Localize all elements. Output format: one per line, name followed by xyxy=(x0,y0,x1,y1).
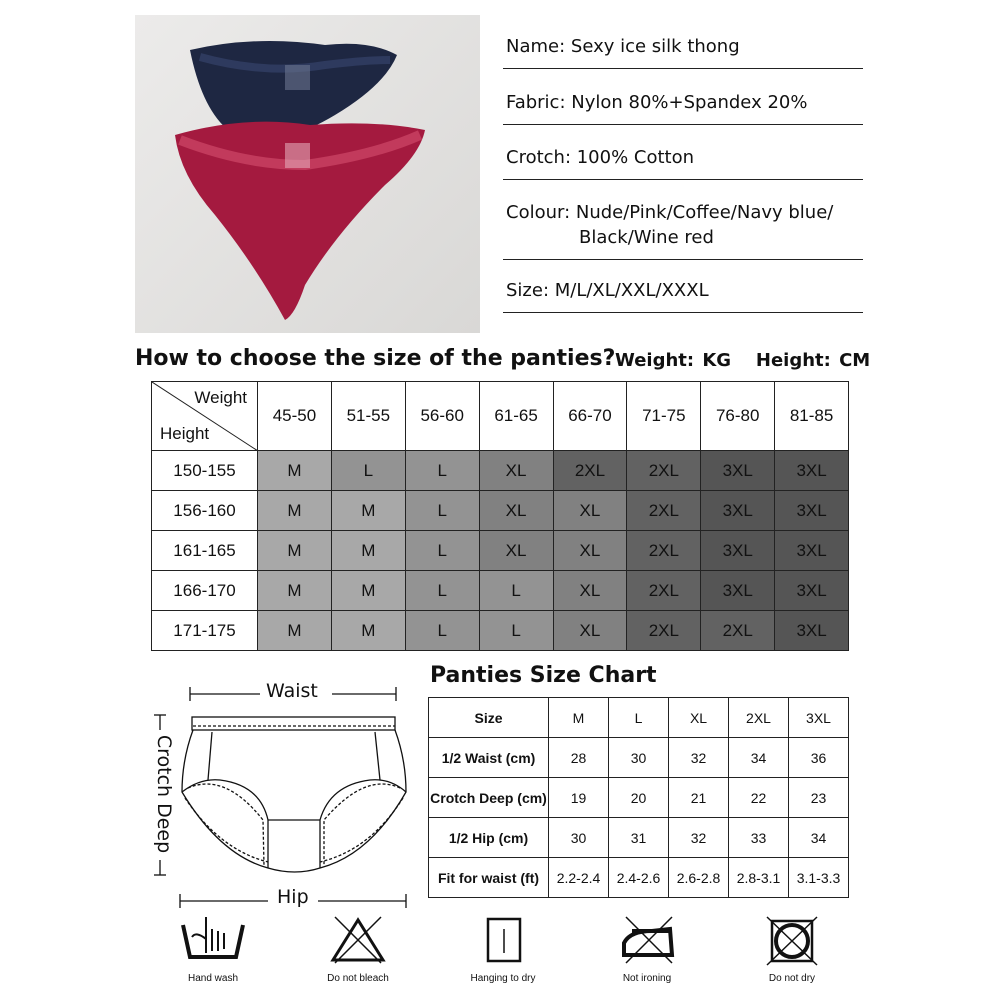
size-cell: M xyxy=(258,611,332,651)
table-row xyxy=(152,571,849,611)
size-cell: XL xyxy=(479,531,553,571)
care-item xyxy=(163,915,263,984)
weight-header: 66-70 xyxy=(553,382,627,451)
table-row xyxy=(429,778,849,818)
size-cell: 2XL xyxy=(627,571,701,611)
size-cell: L xyxy=(405,451,479,491)
size-cell: XL xyxy=(553,611,627,651)
corner-cell xyxy=(152,382,258,451)
size-cell: L xyxy=(405,531,479,571)
measure-label: Crotch Deep (cm) xyxy=(429,778,549,818)
size-cell: 3XL xyxy=(701,531,775,571)
care-label: Not ironing xyxy=(622,973,672,984)
weight-header: 76-80 xyxy=(701,382,775,451)
no-bleach-icon xyxy=(323,915,393,967)
size-cell: XL xyxy=(553,571,627,611)
measure-value: 34 xyxy=(729,738,789,778)
measure-value: 2.6-2.8 xyxy=(669,858,729,898)
size-cell: M xyxy=(331,611,405,651)
size-cell: 3XL xyxy=(775,491,849,531)
measure-value: 3.1-3.3 xyxy=(789,858,849,898)
hand-wash-icon xyxy=(178,915,248,967)
care-item xyxy=(308,915,408,984)
measure-value: 20 xyxy=(609,778,669,818)
table-row xyxy=(152,611,849,651)
info-colour-line2: Black/Wine red xyxy=(579,227,714,248)
info-fabric: Fabric: Nylon 80%+Spandex 20% xyxy=(503,90,863,125)
size-cell: L xyxy=(331,451,405,491)
size-cell: XL xyxy=(479,451,553,491)
size-cell: M xyxy=(331,571,405,611)
measure-value: 19 xyxy=(549,778,609,818)
measure-label: 1/2 Waist (cm) xyxy=(429,738,549,778)
size-cell: M xyxy=(258,451,332,491)
care-label: Do not bleach xyxy=(327,973,389,984)
size-cell: M xyxy=(258,531,332,571)
height-header: 150-155 xyxy=(152,451,258,491)
care-item xyxy=(453,915,553,984)
waist-label: Waist xyxy=(266,680,318,702)
table-row xyxy=(429,818,849,858)
size-cell: XL xyxy=(553,531,627,571)
measure-value: 22 xyxy=(729,778,789,818)
weight-header: 81-85 xyxy=(775,382,849,451)
measure-value: 2.8-3.1 xyxy=(729,858,789,898)
weight-header: 45-50 xyxy=(258,382,332,451)
size-guide-title: How to choose the size of the panties? xyxy=(135,346,616,371)
measure-value: 30 xyxy=(609,738,669,778)
size-guide-units: Weight: KG Height: CM xyxy=(615,350,871,371)
size-col-header: 3XL xyxy=(789,698,849,738)
table-row xyxy=(152,491,849,531)
measure-value: 32 xyxy=(669,738,729,778)
size-cell: M xyxy=(258,571,332,611)
size-cell: 3XL xyxy=(701,451,775,491)
measure-value: 31 xyxy=(609,818,669,858)
product-photo xyxy=(135,15,480,333)
size-header: Size xyxy=(429,698,549,738)
size-col-header: L xyxy=(609,698,669,738)
height-header: 161-165 xyxy=(152,531,258,571)
table-row xyxy=(152,451,849,491)
hip-label: Hip xyxy=(277,886,309,908)
crotch-deep-label: Crotch Deep xyxy=(153,734,175,854)
height-axis-label: Height xyxy=(160,424,210,443)
size-cell: 2XL xyxy=(627,491,701,531)
size-cell: XL xyxy=(553,491,627,531)
size-cell: 2XL xyxy=(627,611,701,651)
size-cell: 3XL xyxy=(701,491,775,531)
size-cell: M xyxy=(331,491,405,531)
info-colour xyxy=(503,200,863,260)
size-cell: L xyxy=(405,571,479,611)
weight-axis-label: Weight xyxy=(194,388,247,407)
size-cell: L xyxy=(405,491,479,531)
weight-header: 51-55 xyxy=(331,382,405,451)
panties-diagram xyxy=(140,670,430,910)
measure-value: 36 xyxy=(789,738,849,778)
size-cell: XL xyxy=(479,491,553,531)
size-chart-table xyxy=(428,697,849,898)
measure-value: 34 xyxy=(789,818,849,858)
care-label: Hand wash xyxy=(187,973,239,984)
care-item xyxy=(742,915,842,984)
height-header: 156-160 xyxy=(152,491,258,531)
size-chart-title: Panties Size Chart xyxy=(430,663,657,688)
size-cell: 3XL xyxy=(775,571,849,611)
size-col-header: XL xyxy=(669,698,729,738)
weight-header: 61-65 xyxy=(479,382,553,451)
care-item xyxy=(597,915,697,984)
measure-value: 28 xyxy=(549,738,609,778)
size-col-header: 2XL xyxy=(729,698,789,738)
size-cell: 3XL xyxy=(775,611,849,651)
height-header: 171-175 xyxy=(152,611,258,651)
size-cell: L xyxy=(479,611,553,651)
no-iron-icon xyxy=(612,915,682,967)
hang-dry-icon xyxy=(468,915,538,967)
weight-header: 71-75 xyxy=(627,382,701,451)
table-row xyxy=(429,858,849,898)
size-cell: 3XL xyxy=(775,531,849,571)
size-cell: 3XL xyxy=(701,571,775,611)
size-cell: M xyxy=(258,491,332,531)
size-cell: 2XL xyxy=(553,451,627,491)
size-cell: 2XL xyxy=(627,531,701,571)
size-cell: M xyxy=(331,531,405,571)
table-row xyxy=(152,531,849,571)
info-name: Name: Sexy ice silk thong xyxy=(503,34,863,69)
size-cell: L xyxy=(405,611,479,651)
care-label: Hanging to dry xyxy=(470,973,536,984)
measure-label: Fit for waist (ft) xyxy=(429,858,549,898)
measure-value: 33 xyxy=(729,818,789,858)
measure-value: 23 xyxy=(789,778,849,818)
measure-value: 2.2-2.4 xyxy=(549,858,609,898)
size-cell: 3XL xyxy=(775,451,849,491)
size-col-header: M xyxy=(549,698,609,738)
size-cell: 2XL xyxy=(701,611,775,651)
measure-label: 1/2 Hip (cm) xyxy=(429,818,549,858)
care-label: Do not dry xyxy=(768,973,816,984)
weight-header: 56-60 xyxy=(405,382,479,451)
info-size: Size: M/L/XL/XXL/XXXL xyxy=(503,278,863,313)
measure-value: 30 xyxy=(549,818,609,858)
size-guide-table xyxy=(151,381,849,651)
measure-value: 21 xyxy=(669,778,729,818)
size-cell: L xyxy=(479,571,553,611)
size-cell: 2XL xyxy=(627,451,701,491)
measure-value: 2.4-2.6 xyxy=(609,858,669,898)
table-row xyxy=(429,738,849,778)
no-tumble-dry-icon xyxy=(757,915,827,967)
height-header: 166-170 xyxy=(152,571,258,611)
measure-value: 32 xyxy=(669,818,729,858)
info-crotch: Crotch: 100% Cotton xyxy=(503,145,863,180)
info-colour-line1: Colour: Nude/Pink/Coffee/Navy blue/ xyxy=(506,202,834,223)
